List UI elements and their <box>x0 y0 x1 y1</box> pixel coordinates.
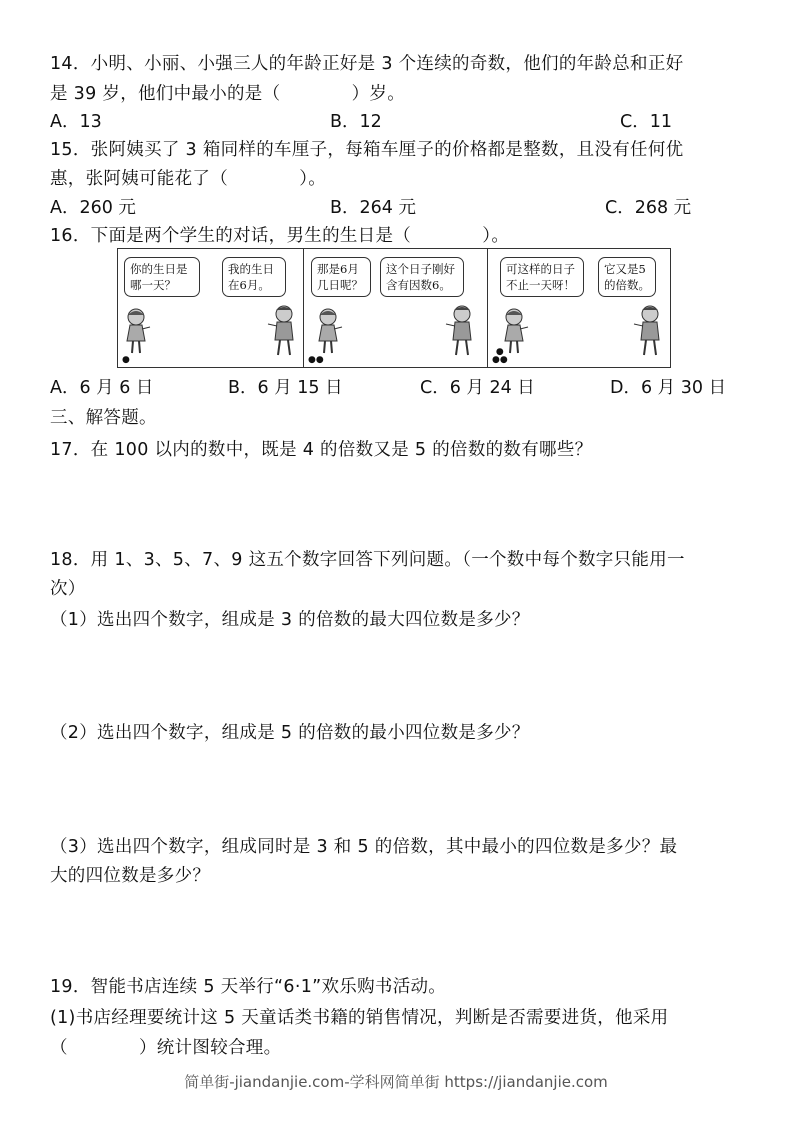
comic-panel-1 <box>118 249 303 367</box>
q15-option-c: C．268 元 <box>605 198 692 218</box>
boy-figure-icon <box>632 304 666 359</box>
girl-figure-icon <box>314 307 344 357</box>
speech-bubble-boy-3: 它又是5 的倍数。 <box>598 257 656 297</box>
q15-option-a: A．260 元 <box>50 198 136 218</box>
q19-text: 19．智能书店连续 5 天举行“6·1”欢乐购书活动。 <box>50 977 447 997</box>
q18-part2: （2）选出四个数字，组成是 5 的倍数的最小四位数是多少？ <box>50 723 530 743</box>
q18-part1: （1）选出四个数字，组成是 3 的倍数的最大四位数是多少？ <box>50 610 530 630</box>
q16-option-b: B．6 月 15 日 <box>228 378 343 398</box>
page-footer: 简单街-jiandanjie.com-学科网简单街 https://jiandanjie.com <box>184 1073 608 1091</box>
q17-text: 17．在 100 以内的数中，既是 4 的倍数又是 5 的倍数的数有哪些？ <box>50 440 593 460</box>
q14-text-line2: 是 39 岁，他们中最小的是（ ）岁。 <box>50 84 405 104</box>
q14-option-a: A．13 <box>50 112 102 132</box>
girl-figure-icon <box>122 307 152 357</box>
comic-panel-2 <box>303 249 487 367</box>
q16-text: 16．下面是两个学生的对话，男生的生日是（ ）。 <box>50 226 510 246</box>
boy-figure-icon <box>266 304 300 359</box>
q15-text-line2: 惠，张阿姨可能花了（ ）。 <box>50 169 327 189</box>
q16-option-a: A．6 月 6 日 <box>50 378 154 398</box>
speech-bubble-girl-1: 你的生日是 哪一天？ <box>124 257 200 297</box>
speech-bubble-boy-2: 这个日子刚好 含有因数6。 <box>380 257 464 297</box>
dialogue-comic <box>117 248 671 368</box>
panel-number-marker: ●● <box>308 355 324 365</box>
q18-text-line2: 次） <box>50 579 86 599</box>
speech-bubble-girl-3: 可这样的日子 不止一天呀！ <box>500 257 584 297</box>
q14-text-line1: 14．小明、小丽、小强三人的年龄正好是 3 个连续的奇数，他们的年龄总和正好 <box>50 54 684 74</box>
q18-text-line1: 18．用 1、3、5、7、9 这五个数字回答下列问题。（一个数中每个数字只能用一 <box>50 550 685 570</box>
q15-option-b: B．264 元 <box>330 198 416 218</box>
comic-panel-3 <box>487 249 670 367</box>
q18-part3-line2: 大的四位数是多少？ <box>50 866 211 886</box>
panel-number-marker: ● <box>122 355 130 365</box>
speech-bubble-girl-2: 那是6月 几日呢？ <box>311 257 371 297</box>
q19-part1-line1: (1)书店经理要统计这 5 天童话类书籍的销售情况，判断是否需要进货，他采用 <box>50 1008 669 1028</box>
section-heading: 三、解答题。 <box>50 408 157 428</box>
q15-text-line1: 15．张阿姨买了 3 箱同样的车厘子，每箱车厘子的价格都是整数，且没有任何优 <box>50 140 684 160</box>
q18-part3-line1: （3）选出四个数字，组成同时是 3 和 5 的倍数，其中最小的四位数是多少？最 <box>50 837 678 857</box>
q14-option-c: C．11 <box>620 112 672 132</box>
boy-figure-icon <box>444 304 478 359</box>
speech-bubble-boy-1: 我的生日 在6月。 <box>222 257 286 297</box>
q19-part1-line2: （ ）统计图较合理。 <box>50 1038 282 1058</box>
q14-option-b: B．12 <box>330 112 382 132</box>
q16-option-c: C．6 月 24 日 <box>420 378 535 398</box>
q16-option-d: D．6 月 30 日 <box>610 378 727 398</box>
panel-number-marker: ● ●● <box>492 347 508 365</box>
